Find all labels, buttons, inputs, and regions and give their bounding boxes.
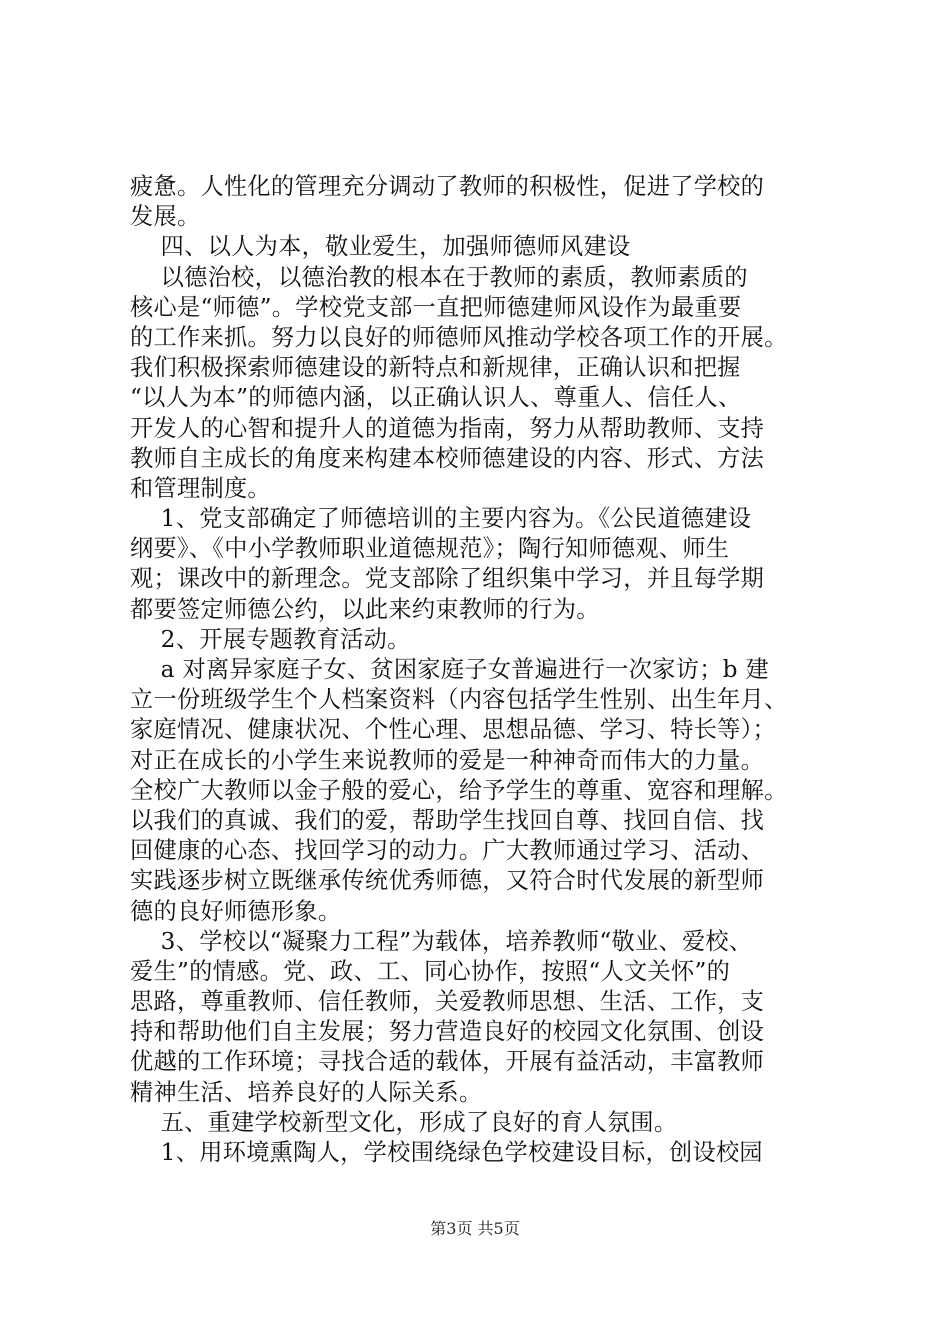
text-line: a 对离异家庭子女、贫困家庭子女普遍进行一次家访；b 建 [130, 656, 769, 683]
text-line: 纲要》、《中小学教师职业道德规范》；陶行知师德观、师生 [130, 535, 730, 563]
text-line: 实践逐步树立既继承传统优秀师德，又符合时代发展的新型师 [130, 867, 765, 895]
text-line: 3、学校以“凝聚力工程”为载体，培养教师“敬业、爱校、 [130, 927, 753, 955]
text-line: 五、重建学校新型文化，形成了良好的育人氛围。 [130, 1108, 678, 1136]
text-line: 爱生”的情感。党、政、工、同心协作，按照“人文关怀”的 [130, 957, 731, 985]
text-line: 的工作来抓。努力以良好的师德师风推动学校各项工作的开展。 [130, 323, 788, 351]
text-line: 开发人的心智和提升人的道德为指南，努力从帮助教师、支持 [130, 414, 765, 442]
text-line: 以德治校，以德治教的根本在于教师的素质，教师素质的 [130, 263, 748, 291]
text-line: 德的良好师德形象。 [130, 897, 342, 925]
text-line: 都要签定师德公约，以此来约束教师的行为。 [130, 595, 600, 623]
text-line: 2、开展专题教育活动。 [130, 625, 411, 653]
text-line: 1、用环境熏陶人，学校围绕绿色学校建设目标，创设校园 [130, 1139, 763, 1166]
text-line: 思路，尊重教师、信任教师，关爱教师思想、生活、工作，支 [130, 988, 765, 1016]
text-line: 我们积极探索师德建设的新特点和新规律，正确认识和把握 [130, 354, 741, 382]
text-line: 四、以人为本，敬业爱生，加强师德师风建设 [130, 233, 631, 261]
text-line: 和管理制度。 [130, 474, 271, 502]
page-footer: 第3页 共5页 [430, 1219, 520, 1238]
text-line: 全校广大教师以金子般的爱心，给予学生的尊重、宽容和理解。 [130, 776, 788, 804]
text-line: 疲惫。人性化的管理充分调动了教师的积极性，促进了学校的 [130, 173, 765, 200]
text-line: 回健康的心态、找回学习的动力。广大教师通过学习、活动、 [130, 837, 765, 865]
text-line: 家庭情况、健康状况、个性心理、思想品德、学习、特长等）； [130, 716, 777, 744]
text-line: 优越的工作环境；寻找合适的载体，开展有益活动，丰富教师 [130, 1048, 765, 1076]
text-line: 观；课改中的新理念。党支部除了组织集中学习，并且每学期 [130, 565, 765, 593]
text-line: 精神生活、培养良好的人际关系。 [130, 1078, 483, 1106]
text-line: 发展。 [130, 203, 201, 231]
text-line: 1、党支部确定了师德培训的主要内容为。《公民道德建设 [130, 505, 752, 533]
text-line: 核心是“师德”。学校党支部一直把师德建师风设作为最重要 [130, 293, 742, 321]
text-line: 立一份班级学生个人档案资料（内容包括学生性别、出生年月、 [130, 686, 788, 714]
text-line: 以我们的真诚、我们的爱，帮助学生找回自尊、找回自信、找 [130, 806, 765, 834]
text-line: 持和帮助他们自主发展；努力营造良好的校园文化氛围、创设 [130, 1018, 765, 1046]
document-body [130, 172, 830, 1168]
text-line: 对正在成长的小学生来说教师的爱是一种神奇而伟大的力量。 [130, 746, 765, 774]
text-line: “以人为本”的师德内涵，以正确认识人、尊重人、信任人、 [130, 384, 742, 412]
text-line: 教师自主成长的角度来构建本校师德建设的内容、形式、方法 [130, 444, 765, 472]
